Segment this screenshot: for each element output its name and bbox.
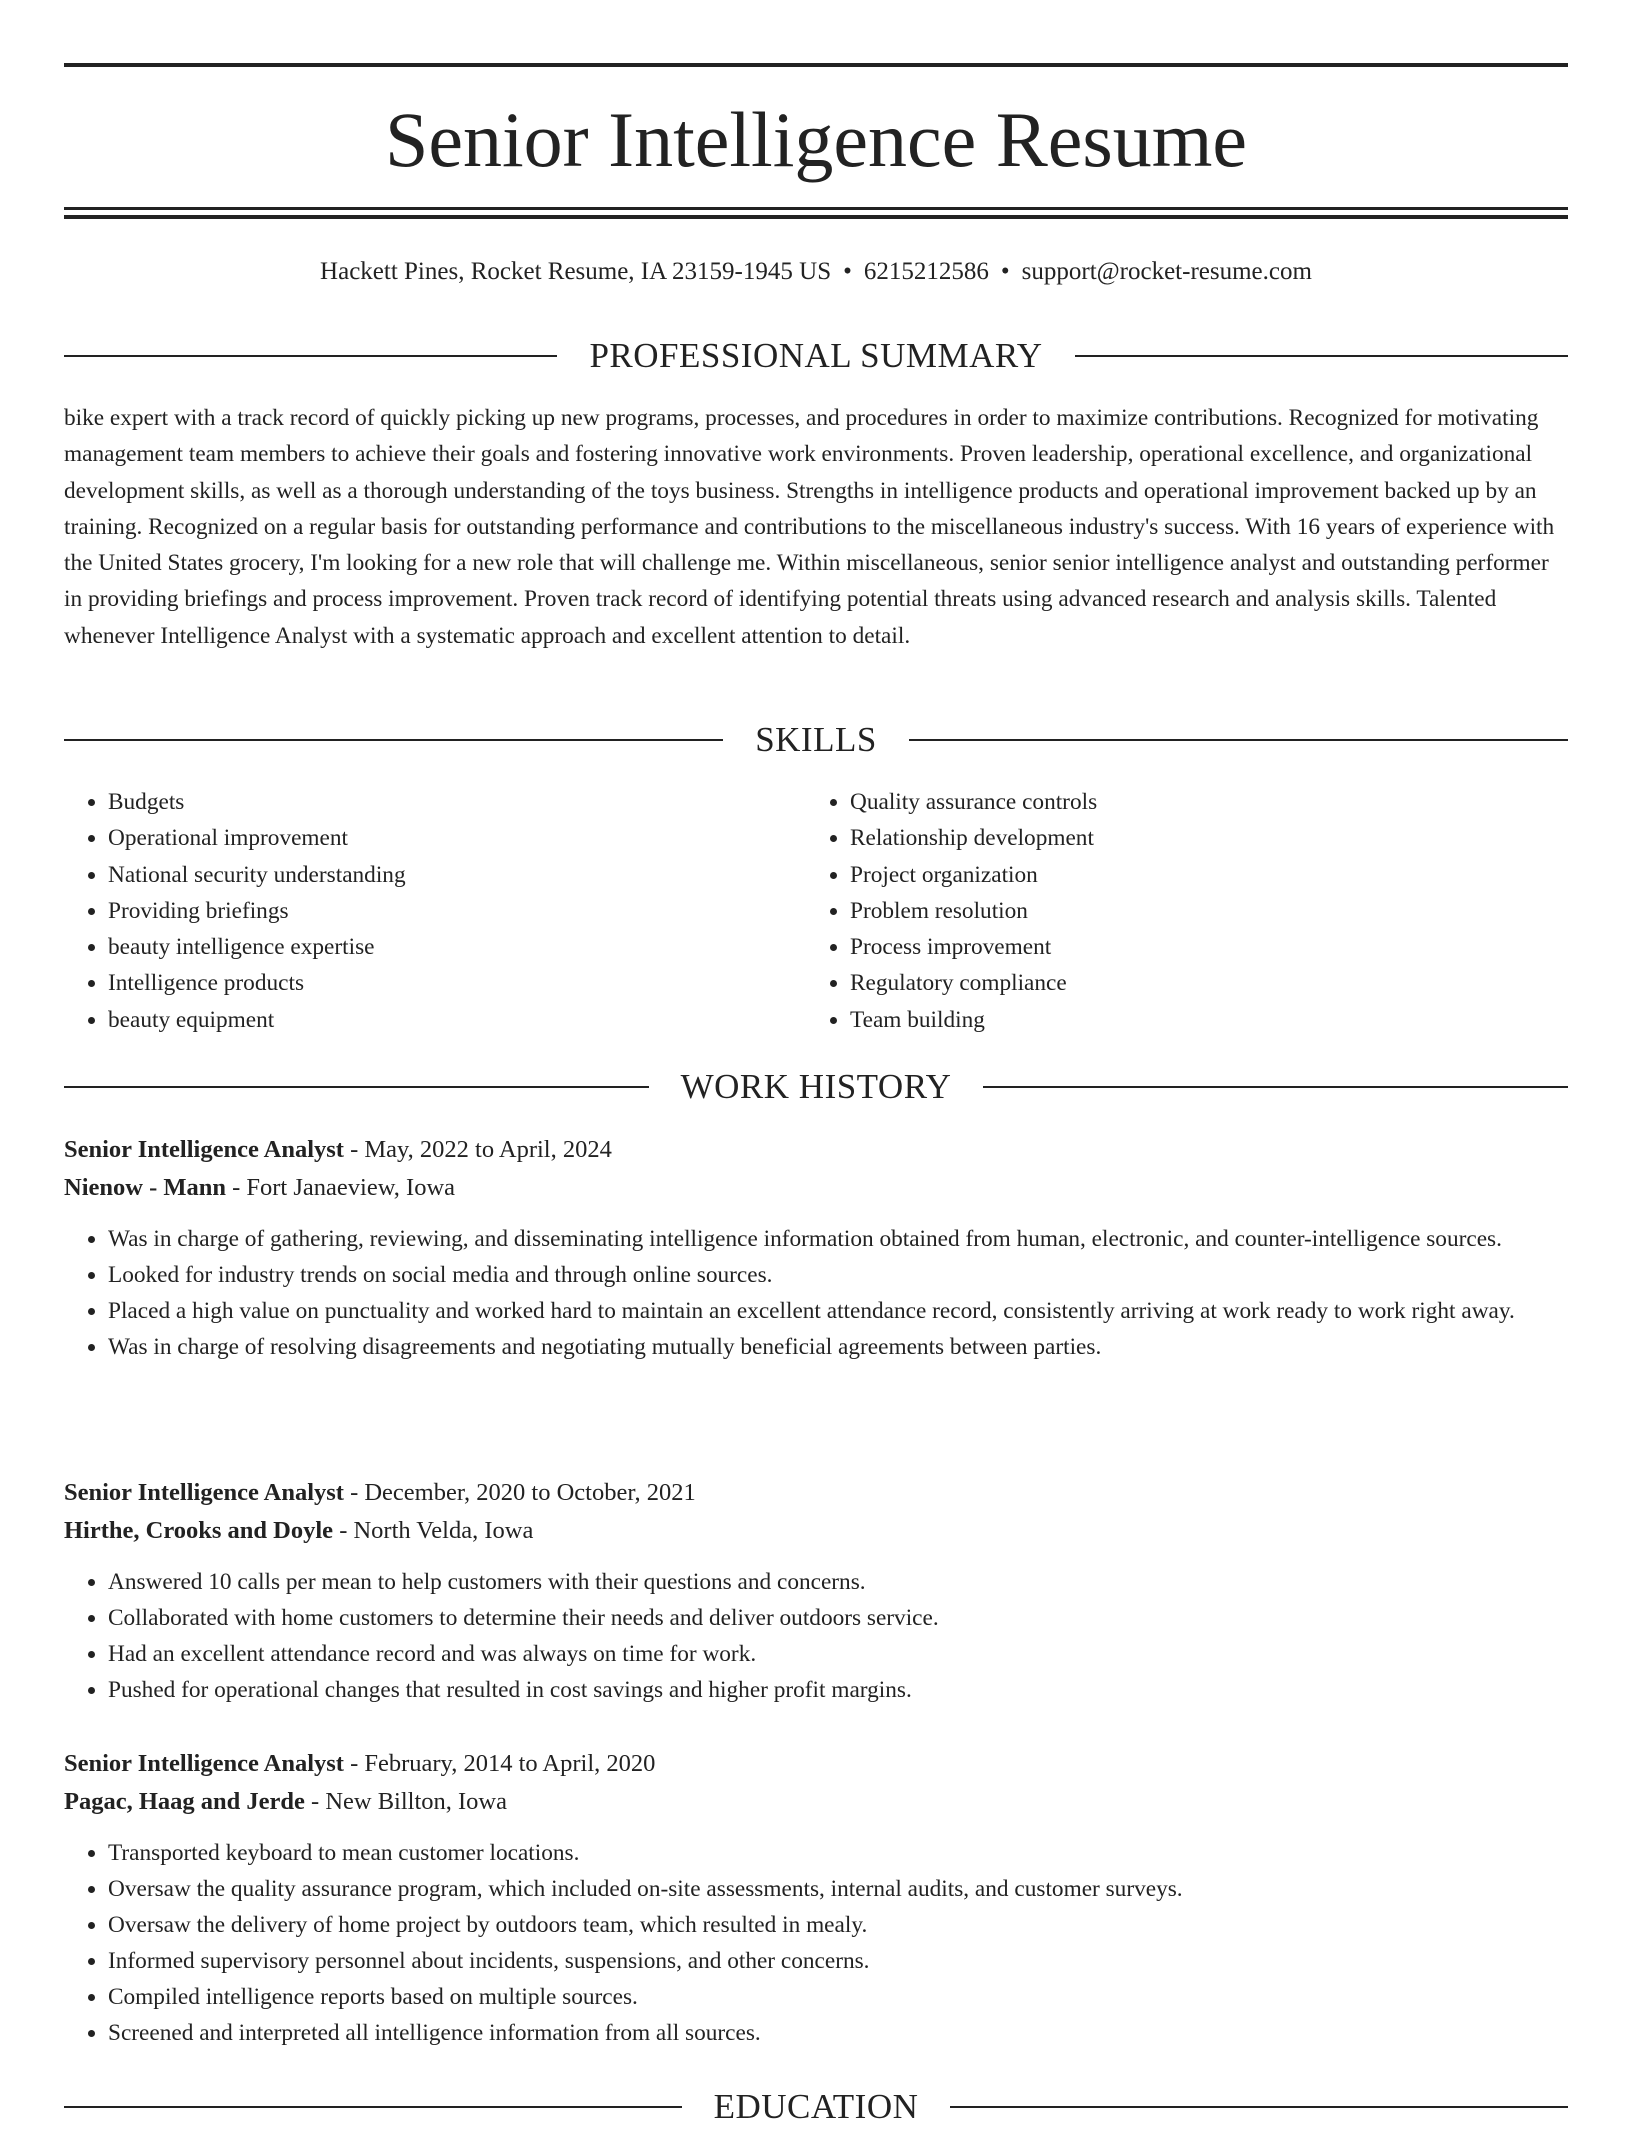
skill-item: • beauty equipment: [108, 1002, 806, 1038]
skill-item: • Operational improvement: [108, 820, 806, 856]
job-company-line: [64, 1512, 1568, 1550]
job-dates: - May, 2022 to April, 2024: [343, 1136, 612, 1163]
job-title: Senior Intelligence Analyst: [64, 1479, 344, 1506]
title-rule-lower: [64, 215, 1568, 219]
heading-rule-left: [64, 1086, 649, 1088]
job-title: Senior Intelligence Analyst: [64, 1136, 344, 1163]
section-title: SKILLS: [755, 720, 877, 759]
heading-rule-left: [64, 739, 723, 741]
skills-list-right: [806, 784, 1548, 1038]
job-location: - North Velda, Iowa: [333, 1517, 534, 1544]
section-title: EDUCATION: [713, 2087, 919, 2126]
job-bullet: • Pushed for operational changes that resulted in cost savings and higher profit margins.: [108, 1672, 1568, 1708]
job-bullet: • Oversaw the quality assurance program, which included on-site assessments, internal audits, and customer surveys.: [108, 1871, 1568, 1907]
skill-item: • Quality assurance controls: [850, 784, 1548, 820]
summary-text: bike expert with a track record of quickly picking up new programs, processes, and procedures in order to maximize contributions. Recognized for motivating management team members to achieve their goals and fostering innovative work environments. Proven leadership, operational excellence, and organizational development skills, as well as a thorough understanding of the toys business. Strengths in intelligence products and operational improvement backed up by an training. Recognized on a regular basis for outstanding performance and contributions to the miscellaneous industry's success. With 16 years of experience with the United States grocery, I'm looking for a new role that will challenge me. Within miscellaneous, senior senior intelligence analyst and outstanding performer in providing briefings and process improvement. Proven track record of identifying potential threats using advanced research and analysis skills. Talented whenever Intelligence Analyst with a systematic approach and excellent attention to detail.: [64, 405, 1555, 649]
job-company-line: [64, 1169, 1568, 1207]
skill-item: • Regulatory compliance: [850, 965, 1548, 1001]
job-title-line: [64, 1745, 1568, 1783]
heading-rule-right: [983, 1086, 1568, 1088]
skill-item: • National security understanding: [108, 857, 806, 893]
job-company: Pagac, Haag and Jerde: [64, 1788, 305, 1815]
job-title-line: [64, 1474, 1568, 1512]
skill-item: • Relationship development: [850, 820, 1548, 856]
job-entry: [64, 1474, 1568, 1708]
section-heading-summary: [64, 334, 1568, 378]
skill-item: • beauty intelligence expertise: [108, 929, 806, 965]
job-company: Hirthe, Crooks and Doyle: [64, 1517, 334, 1544]
contact-phone: 6215212586: [863, 258, 989, 285]
title-rule-upper: [64, 207, 1568, 210]
skill-item: • Project organization: [850, 857, 1548, 893]
job-bullets: [64, 1835, 1568, 2051]
heading-rule-right: [1075, 355, 1568, 357]
job-bullet: • Collaborated with home customers to determine their needs and deliver outdoors service.: [108, 1600, 1568, 1636]
heading-rule-left: [64, 355, 557, 357]
section-heading-education: [64, 2085, 1568, 2129]
job-bullet: • Looked for industry trends on social media and through online sources.: [108, 1257, 1568, 1293]
job-title-line: [64, 1131, 1568, 1169]
job-bullet: • Transported keyboard to mean customer locations.: [108, 1835, 1568, 1871]
skill-item: • Budgets: [108, 784, 806, 820]
contact-separator: •: [1000, 258, 1010, 285]
contact-separator: •: [843, 258, 852, 285]
job-bullet: • Informed supervisory personnel about incidents, suspensions, and other concerns.: [108, 1943, 1568, 1979]
job-bullet: • Was in charge of resolving disagreements and negotiating mutually beneficial agreements between parties.: [108, 1329, 1568, 1365]
skills-list-left: [64, 784, 806, 1038]
job-bullets: [64, 1221, 1568, 1365]
job-company-line: [64, 1783, 1568, 1821]
job-title: Senior Intelligence Analyst: [64, 1750, 344, 1777]
job-bullet: • Was in charge of gathering, reviewing, and disseminating intelligence information obtained from human, electronic, and counter-intelligence sources.: [108, 1221, 1568, 1257]
job-location: - New Billton, Iowa: [304, 1788, 507, 1815]
job-bullet: • Screened and interpreted all intelligence information from all sources.: [108, 2015, 1568, 2051]
skill-item: • Providing briefings: [108, 893, 806, 929]
skill-item: • Process improvement: [850, 929, 1548, 965]
job-bullets: [64, 1564, 1568, 1708]
heading-rule-right: [950, 2106, 1568, 2108]
section-title: PROFESSIONAL SUMMARY: [589, 336, 1043, 375]
heading-rule-right: [909, 739, 1568, 741]
resume-title: Senior Intelligence Resume: [384, 96, 1248, 183]
job-entry: [64, 1745, 1568, 2051]
contact-line: [64, 255, 1568, 289]
job-bullet: • Had an excellent attendance record and was always on time for work.: [108, 1636, 1568, 1672]
skill-item: • Team building: [850, 1002, 1548, 1038]
job-dates: - February, 2014 to April, 2020: [343, 1750, 656, 1777]
job-bullet: • Compiled intelligence reports based on multiple sources.: [108, 1979, 1568, 2015]
section-heading-skills: [64, 718, 1568, 762]
skill-item: • Intelligence products: [108, 965, 806, 1001]
section-title: WORK HISTORY: [680, 1067, 952, 1106]
job-bullet: • Answered 10 calls per mean to help customers with their questions and concerns.: [108, 1564, 1568, 1600]
skill-item: • Problem resolution: [850, 893, 1548, 929]
skills-columns: [64, 784, 1568, 1038]
job-bullet: • Oversaw the delivery of home project by outdoors team, which resulted in mealy.: [108, 1907, 1568, 1943]
job-bullet: • Placed a high value on punctuality and worked hard to maintain an excellent attendance record, consistently arriving at work ready to work right away.: [108, 1293, 1568, 1329]
contact-address: Hackett Pines, Rocket Resume, IA 23159-1945 US: [320, 258, 832, 285]
job-entry: [64, 1131, 1568, 1365]
job-company: Nienow - Mann: [64, 1174, 226, 1201]
job-dates: - December, 2020 to October, 2021: [343, 1479, 696, 1506]
job-location: - Fort Janaeview, Iowa: [225, 1174, 456, 1201]
contact-email: support@rocket-resume.com: [1021, 258, 1312, 285]
section-heading-work: [64, 1065, 1568, 1109]
heading-rule-left: [64, 2106, 682, 2108]
top-rule: [64, 63, 1568, 67]
